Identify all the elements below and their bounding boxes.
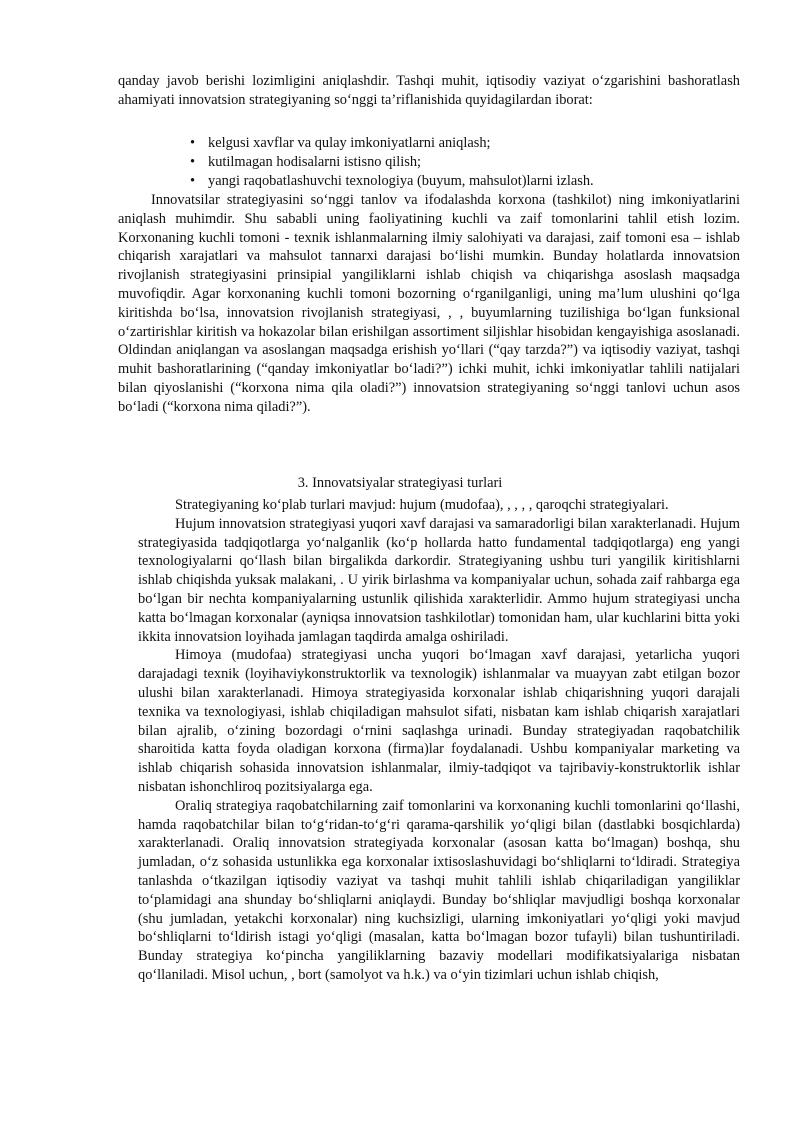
intro-paragraph-block [118,72,740,110]
strategy-types-paragraph: Strategiyaning ko‘plab turlari mavjud: hujum (mudofaa), , , , , qaroqchi strategiyalari. [175,497,669,513]
attack-strategy-paragraph: Hujum innovatsion strategiyasi yuqori xavf darajasi va samaradorligi bilan xarakterlanadi. Hujum strategiyasida tadqiqotlarga yo‘nalganlik (ko‘p hollarda hatto fundamental tadqiqotlarga) eng yangi texnologiyalarni qo‘llash bilan birgalikda darkordir. Strategiyaning ushbu turi yangilik kiritishlarni ishlab chiqishda yuksak malakani, . U yirik birlashma va kompaniyalar uchun, sohada zaif rahbarga ega bo‘lgan bir nechta kompaniyalarning ustunlik qilishida xarakterlidir. Ammo hujum strategiyasi uncha katta bo‘lmagan korxonalar (ayniqsa innovatsion tashkilotlar) tomonidan ham, ular kuchlarini bitta yoki ikkita innovatsion loyihada jamlagan taqdirda amalga oshiriladi. [138,515,740,645]
bullet-icon: • [190,135,196,151]
defense-strategy-paragraph: Himoya (mudofaa) strategiyasi uncha yuqori bo‘lmagan xavf darajasi, yetarlicha yuqori darajadagi texnik (loyihaviykonstruktorlik va texnologik) ishlanmalar va muayyan zabt etilgan bozor ulushi bilan xarakterlanadi. Himoya strategiyasida korxonalar ishlab chiqarishning yuqori darajali texnika va texnologiyasi, ishlab chiqiladigan mahsulot sifati, nisbatan kam ishlab chiqarish xarajatlari bilan ajralib, o‘zining bozordagi o‘rnini saqlashga urinadi. Bunday strategiyadan raqobatchilik sharoitida katta foyda oladigan korxona (firma)lar foydalanadi. Ushbu kompaniyalar marketing va ishlab chiqarish sohasida innovatsion ishlanmalar, ilmiy-tadqiqot va tajribaviy-konstruktorlik ishlar nisbatan ishonchliroq pozitsiyalarga ega. [138,647,740,795]
bullet-list [190,134,750,190]
bullet-icon: • [190,172,196,189]
intro-paragraph: qanday javob berishi lozimligini aniqlashdir. Tashqi muhit, iqtisodiy vaziyat o‘zgarishini bashoratlash ahamiyati innovatsion strategiyaning so‘nggi ta’riflanishida quyidagilardan iborat: [118,73,740,108]
bullet-text: kelgusi xavflar va qulay imkoniyatlarni aniqlash; [208,135,491,151]
list-item [190,134,750,153]
innovators-paragraph-block [118,191,740,417]
section-heading: 3. Innovatsiyalar strategiyasi turlari [297,475,503,491]
bullet-icon: • [190,153,196,170]
bullet-text: yangi raqobatlashuvchi texnologiya (buyum, mahsulot)larni izlash. [208,172,594,189]
list-item [190,172,750,191]
innovators-paragraph: Innovatsilar strategiyasini so‘nggi tanlov va ifodalashda korxona (tashkilot) ning imkoniyatlarini aniqlash muhimdir. Shu sababli uning faoliyatining kuchli va zaif tomonlarini tahlil etish lozim. Korxonaning kuchli tomoni - texnik ishlanmalarning ilmiy salohiyati va darajasi, zaif tomoni esa – ishlab chiqarish xarajatlari va mahsulot tannarxi darajasi bo‘lishi mumkin. Bunday holatlarda innovatsion rivojlanish strategiyasini prinsipial yangiliklarni ishlab chiqish va chiqarishga asoslash maqsadga muvofiqdir. Agar korxonaning kuchli tomoni bozorning o‘rganilganligi, uning ma’lum ulushini qo‘lga kiritishda bo‘lsa, innovatsion rivojlanish strategiyasi, , , buyumlarning tuzilishiga bo‘lgan funksional o‘zartirishlar kiritish va hokazolar bilan erishilgan assortiment siljishlar hisobidan kengayishiga asoslanadi. Oldindan aniqlangan va asoslangan maqsadga erishish yo‘llari (“qay tarzda?”) va iqtisodiy vaziyat, tashqi muhit bashoratlarining (“qanday imkoniyatlar bo‘ladi?”) ichki muhit, ichki imkoniyatlar tahlili natijalari bilan qiyoslanishi (“korxona nima qila oladi?”) innovatsion strategiyaning so‘nggi tanlovi uchun asos bo‘ladi (“korxona nima qiladi?”). [118,192,740,415]
list-item [190,153,750,172]
section-body [138,496,740,985]
intermediate-strategy-paragraph: Oraliq strategiya raqobatchilarning zaif tomonlarini va korxonaning kuchli tomonlarini qo‘llashi, hamda raqobatchilar bilan to‘g‘ridan-to‘g‘ri qarama-qarshilik yo‘qligi bilan (dastlabki bosqichlarda) xarakterlanadi. Oraliq innovatsion strategiyada korxonalar (asosan katta bo‘lmagan) boshqa, shu jumladan, o‘z sohasida ustunlikka ega korxonalar ixtisoslashuvidagi bo‘shliqlarni to‘ldiradi. Strategiya tanlashda o‘tkazilgan iqtisodiy vaziyat va tashqi muhit tahlili ishlab chiqariladigan yangiliklar to‘plamidagi ana shunday bo‘shliqlarni aniqlaydi. Bunday bo‘shliqlar mavjudligi boshqa korxonalar (shu jumladan, yetakchi korxonalar) ning kuchsizligi, ularning imkoniyatlari yo‘qligi yoki mavjud bo‘shliqlarni to‘ldirish istagi yo‘qligi (masalan, katta bo‘lmagan bozor tufayli) bilan tushuntiriladi. Bunday strategiya ko‘pincha yangiliklarning bazaviy modellari modifikatsiyalariga nisbatan qo‘llaniladi. Misol uchun, , bort (samolyot va h.k.) va o‘yin tizimlari uchun ishlab chiqish, [138,797,740,983]
bullet-text: kutilmagan hodisalarni istisno qilish; [208,153,422,170]
